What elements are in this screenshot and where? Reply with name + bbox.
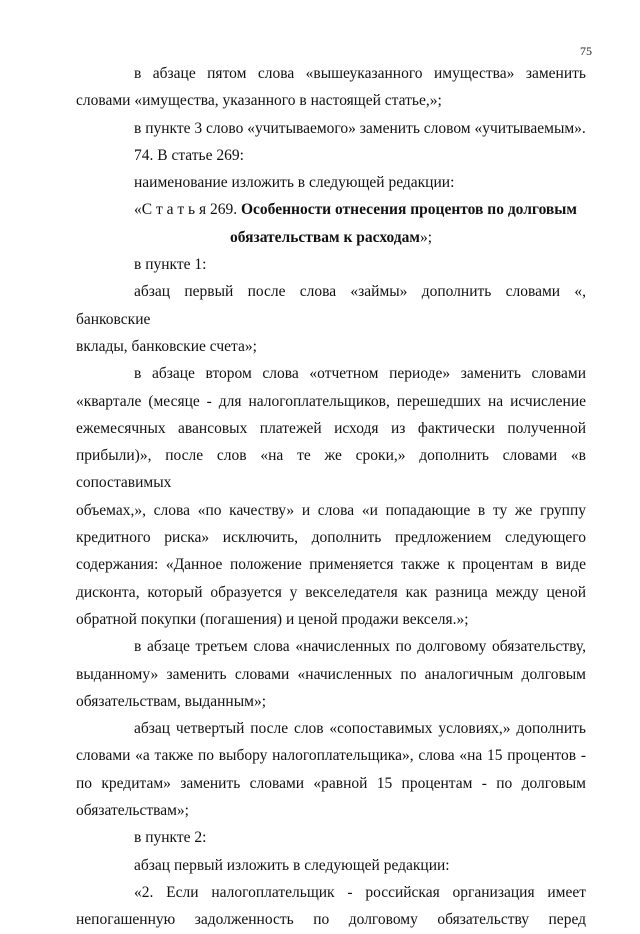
paragraph-line: прибыли)», после слов «на те же сроки,» дополнить словами «в сопоставимых bbox=[76, 447, 586, 492]
paragraph-line: в пункте 1: bbox=[134, 256, 207, 274]
article-word: «С т а т ь я 269. bbox=[134, 201, 238, 219]
paragraph-line: содержания: «Данное положение применяется также к процентам в виде bbox=[76, 556, 586, 574]
paragraph-line: абзац первый после слова «займы» дополнить словами «, банковские bbox=[76, 283, 586, 328]
paragraph-line: в абзаце втором слова «отчетном периоде» заменить словами bbox=[134, 365, 586, 383]
paragraph-line: словами «а также по выбору налогоплательщика», слова «на 15 процентов - bbox=[76, 747, 586, 765]
paragraph-line: ежемесячных авансовых платежей исходя из фактически полученной bbox=[76, 419, 586, 437]
closing-quote: »; bbox=[419, 228, 433, 246]
article-title-end: обязательствам к расходам bbox=[229, 228, 420, 246]
paragraph-line: обязательствам»; bbox=[76, 802, 189, 820]
paragraph-line: обратной покупки (погашения) и ценой продажи векселя.»; bbox=[76, 610, 469, 628]
paragraph-line: «квартале (месяце - для налогоплательщиков, перешедших на исчисление bbox=[76, 392, 586, 410]
paragraph-line: в пункте 2: bbox=[134, 829, 207, 847]
paragraph-line: в пункте 3 слово «учитываемого» заменить словом «учитываемым». bbox=[134, 119, 586, 137]
paragraph-line: наименование изложить в следующей редакции: bbox=[134, 174, 455, 192]
paragraph-line: 74. В статье 269: bbox=[134, 146, 244, 164]
document-body bbox=[76, 60, 586, 934]
paragraph-line: объемах,», слова «по качеству» и слова «и попадающие в ту же группу bbox=[76, 501, 586, 519]
page-number: 75 bbox=[580, 44, 592, 58]
paragraph-line: абзац четвертый после слов «сопоставимых условиях,» дополнить bbox=[134, 720, 586, 738]
paragraph-line: вклады, банковские счета»; bbox=[76, 337, 257, 355]
paragraph-line: выданному» заменить словами «начисленных по аналогичным долговым bbox=[76, 665, 586, 683]
paragraph-line: абзац первый изложить в следующей редакции: bbox=[134, 856, 450, 874]
paragraph-line: по кредитам» заменить словами «равной 15 процентам - по долговым bbox=[76, 774, 586, 792]
article-title-line bbox=[76, 224, 586, 251]
paragraph-line: в абзаце пятом слова «вышеуказанного имущества» заменить bbox=[134, 65, 586, 82]
article-title: Особенности отнесения процентов по долговым bbox=[240, 201, 577, 219]
paragraph-line: дисконта, который образуется у векселедателя как разница между ценой bbox=[76, 583, 586, 601]
paragraph-line: словами «имущества, указанного в настоящей статье,»; bbox=[76, 92, 442, 110]
paragraph-line: «2. Если налогоплательщик - российская организация имеет bbox=[134, 883, 586, 901]
article-title-line bbox=[76, 196, 586, 223]
paragraph-line: непогашенную задолженность по долговому обязательству перед bbox=[76, 911, 586, 929]
paragraph-line: в абзаце третьем слова «начисленных по долговому обязательству, bbox=[134, 638, 586, 656]
paragraph-line: кредитного риска» исключить, дополнить предложением следующего bbox=[76, 529, 586, 547]
paragraph-line: обязательствам, выданным»; bbox=[76, 692, 267, 710]
